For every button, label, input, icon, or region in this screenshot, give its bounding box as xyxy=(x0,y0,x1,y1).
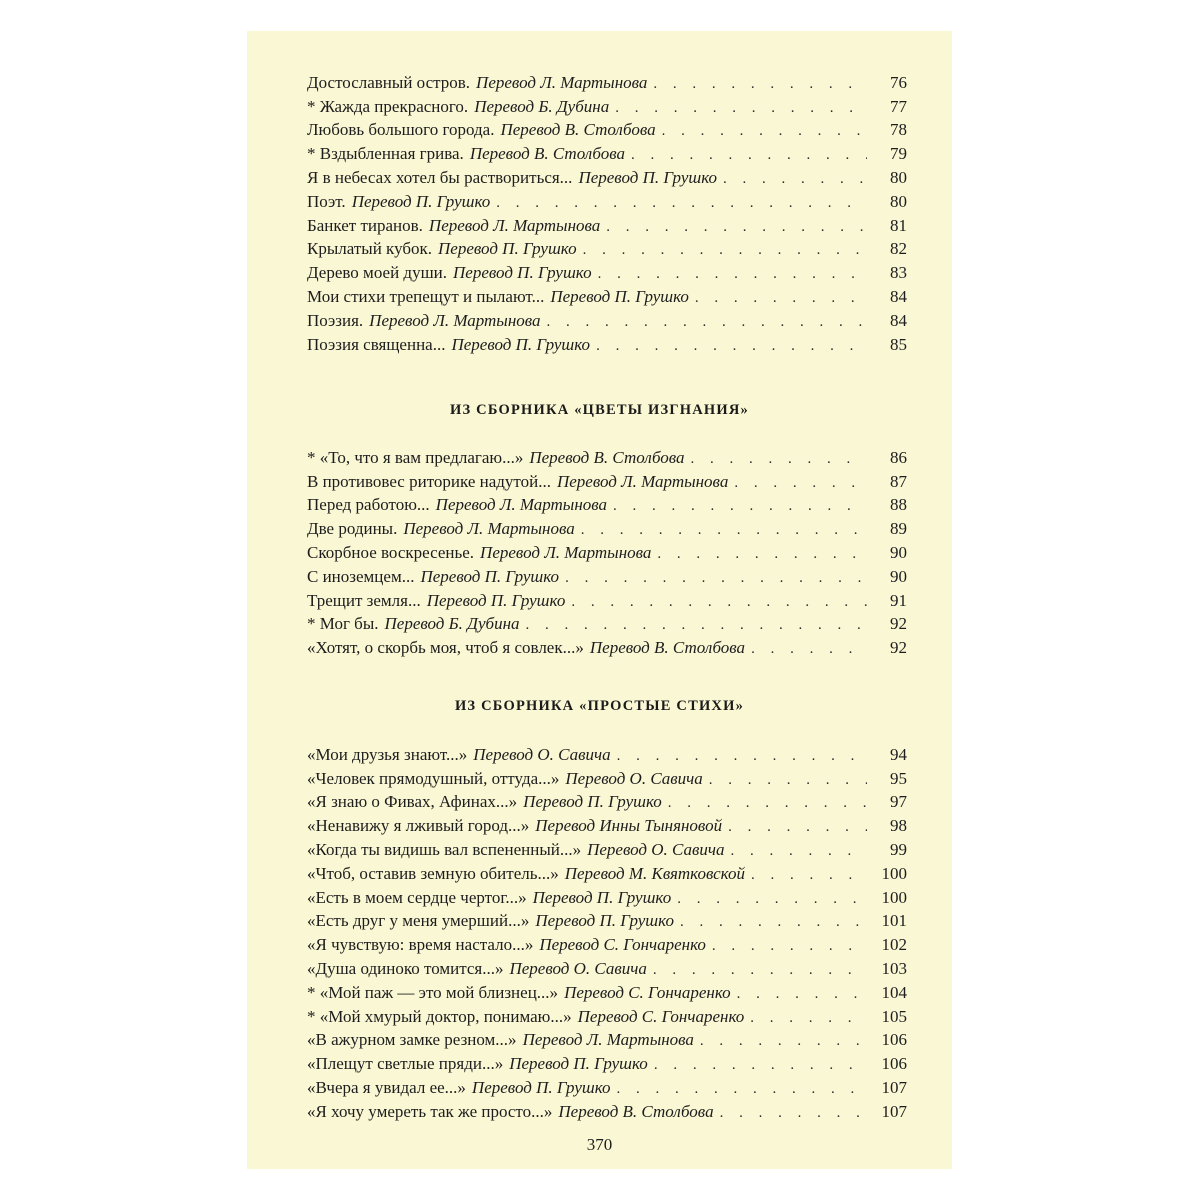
dot-leader xyxy=(617,1081,867,1098)
page-number: 370 xyxy=(586,1135,613,1154)
toc-entry xyxy=(307,979,907,1003)
entry-page-number: 100 xyxy=(881,863,907,883)
entry-title: «Есть в моем сердце чертог...» xyxy=(307,887,527,907)
section-heading-simple-verses: ИЗ СБОРНИКА «ПРОСТЫЕ СТИХИ» xyxy=(454,698,745,714)
entry-page-number: 94 xyxy=(890,744,907,764)
dot-leader xyxy=(496,195,867,212)
entry-title: * «То, что я вам предлагаю...» xyxy=(307,447,524,467)
entry-title: Я в небесах хотел бы раствориться... xyxy=(307,167,573,187)
entry-title: Дерево моей души. xyxy=(307,263,448,283)
entry-translator: Перевод С. Гончаренко xyxy=(539,935,706,955)
entry-translator: Перевод Л. Мартынова xyxy=(435,495,608,515)
toc-entry xyxy=(307,836,907,860)
toc-entry xyxy=(307,908,907,932)
toc-entry xyxy=(307,444,907,468)
entry-page-number: 90 xyxy=(890,542,907,562)
entry-title: «Когда ты видишь вал вспененный...» xyxy=(307,839,582,859)
dot-leader xyxy=(734,475,867,492)
toc-entry xyxy=(307,955,907,979)
entry-title: «Чтоб, оставив земную обитель...» xyxy=(307,863,559,883)
entry-translator: Перевод Л. Мартынова xyxy=(480,542,652,562)
toc-entry xyxy=(307,188,907,212)
dot-leader xyxy=(680,914,867,931)
toc-entry xyxy=(307,236,907,260)
entry-page-number: 88 xyxy=(890,495,907,515)
entry-translator: Перевод П. Грушко xyxy=(471,1077,611,1097)
entry-translator: Перевод П. Грушко xyxy=(451,334,591,354)
dot-leader xyxy=(662,123,867,140)
entry-translator: Перевод О. Савича xyxy=(587,839,725,859)
entry-page-number: 104 xyxy=(881,982,907,1002)
section-heading-flowers-of-exile: ИЗ СБОРНИКА «ЦВЕТЫ ИЗГНАНИЯ» xyxy=(449,402,749,418)
toc-entry xyxy=(307,212,907,236)
entry-translator: Перевод П. Грушко xyxy=(351,191,491,211)
toc-entry xyxy=(307,563,907,587)
entry-title: «Человек прямодушный, оттуда...» xyxy=(307,768,560,788)
entry-page-number: 99 xyxy=(890,839,907,859)
dot-leader xyxy=(654,1057,867,1074)
entry-title: Достославный остров. xyxy=(307,72,471,92)
toc-entry xyxy=(307,789,907,813)
entry-title: Крылатый кубок. xyxy=(307,239,433,259)
dot-leader xyxy=(657,546,867,563)
toc-entry xyxy=(307,812,907,836)
dot-leader xyxy=(565,570,867,587)
dot-leader xyxy=(728,819,867,836)
dot-leader xyxy=(653,76,867,93)
book-page xyxy=(247,31,952,1169)
dot-leader xyxy=(606,219,867,236)
toc-entry xyxy=(307,1074,907,1098)
dot-leader xyxy=(691,451,867,468)
dot-leader xyxy=(547,314,867,331)
toc-section-3 xyxy=(307,741,907,1122)
entry-translator: Перевод Л. Мартынова xyxy=(556,471,729,491)
entry-page-number: 78 xyxy=(890,120,907,140)
entry-title: «Есть друг у меня умерший...» xyxy=(307,911,530,931)
entry-page-number: 92 xyxy=(890,638,907,658)
dot-leader xyxy=(730,843,867,860)
entry-page-number: 81 xyxy=(890,215,907,235)
dot-leader xyxy=(526,617,867,634)
entry-translator: Перевод В. Столбова xyxy=(469,144,625,164)
toc-entry xyxy=(307,634,907,658)
toc-entry xyxy=(307,765,907,789)
dot-leader xyxy=(720,1105,867,1122)
entry-translator: Перевод П. Грушко xyxy=(535,911,674,931)
entry-translator: Перевод Л. Мартынова xyxy=(403,519,575,539)
entry-translator: Перевод П. Грушко xyxy=(523,792,662,812)
entry-page-number: 105 xyxy=(881,1006,907,1026)
dot-leader xyxy=(653,962,867,979)
toc-entry xyxy=(307,884,907,908)
entry-title: «Я знаю о Фивах, Афинах...» xyxy=(307,792,518,812)
entry-page-number: 84 xyxy=(890,310,907,330)
entry-page-number: 103 xyxy=(881,958,907,978)
dot-leader xyxy=(631,147,867,164)
toc-entry xyxy=(307,515,907,539)
toc-entry xyxy=(307,611,907,635)
entry-title: Поэзия священна... xyxy=(307,334,446,354)
entry-title: Скорбное воскресенье. xyxy=(307,542,475,562)
entry-title: «Душа одиноко томится...» xyxy=(307,958,504,978)
toc-entry xyxy=(307,1027,907,1051)
entry-page-number: 84 xyxy=(890,286,907,306)
entry-translator: Перевод С. Гончаренко xyxy=(564,982,731,1002)
entry-translator: Перевод П. Грушко xyxy=(438,239,577,259)
entry-title: Поэзия. xyxy=(307,310,364,330)
entry-title: «Хотят, о скорбь моя, чтоб я совлек...» xyxy=(307,638,584,658)
entry-page-number: 82 xyxy=(890,239,907,259)
entry-translator: Перевод П. Грушко xyxy=(578,167,718,187)
entry-translator: Перевод О. Савича xyxy=(473,744,611,764)
entry-title: * Вздыбленная грива. xyxy=(307,144,464,164)
entry-title: «Ненавижу я лживый город...» xyxy=(307,816,530,836)
entry-title: В противовес риторике надутой... xyxy=(307,471,551,491)
dot-leader xyxy=(723,171,867,188)
entry-page-number: 80 xyxy=(890,167,907,187)
entry-page-number: 102 xyxy=(881,935,907,955)
dot-leader xyxy=(583,242,867,259)
toc-entry xyxy=(307,1098,907,1122)
dot-leader xyxy=(751,641,867,658)
entry-page-number: 83 xyxy=(890,263,907,283)
entry-page-number: 90 xyxy=(890,566,907,586)
toc-entry xyxy=(307,93,907,117)
entry-page-number: 79 xyxy=(890,144,907,164)
toc-entry xyxy=(307,307,907,331)
entry-translator: Перевод В. Столбова xyxy=(558,1101,714,1121)
toc-entry xyxy=(307,259,907,283)
dot-leader xyxy=(571,594,867,611)
entry-page-number: 85 xyxy=(890,334,907,354)
entry-page-number: 95 xyxy=(890,768,907,788)
entry-title: «Мои друзья знают...» xyxy=(307,744,468,764)
entry-page-number: 107 xyxy=(881,1077,907,1097)
entry-title: * Жажда прекрасного. xyxy=(307,96,469,116)
entry-translator: Перевод В. Столбова xyxy=(500,120,656,140)
entry-translator: Перевод П. Грушко xyxy=(453,263,592,283)
entry-title: Мои стихи трепещут и пылают... xyxy=(307,286,545,306)
dot-leader xyxy=(615,100,867,117)
entry-page-number: 86 xyxy=(890,447,907,467)
entry-page-number: 91 xyxy=(890,590,907,610)
toc-entry xyxy=(307,140,907,164)
toc-entry xyxy=(307,1003,907,1027)
entry-title: * «Мой хмурый доктор, понимаю...» xyxy=(307,1006,572,1026)
entry-page-number: 80 xyxy=(890,191,907,211)
entry-title: «В ажурном замке резном...» xyxy=(307,1030,517,1050)
entry-page-number: 87 xyxy=(890,471,907,491)
toc-entry xyxy=(307,931,907,955)
entry-title: Любовь большого города. xyxy=(307,120,495,140)
entry-translator: Перевод Л. Мартынова xyxy=(369,310,541,330)
dot-leader xyxy=(737,986,867,1003)
dot-leader xyxy=(712,938,867,955)
toc-entry xyxy=(307,1050,907,1074)
dot-leader xyxy=(581,522,867,539)
entry-page-number: 107 xyxy=(881,1101,907,1121)
entry-translator: Перевод П. Грушко xyxy=(420,566,560,586)
entry-page-number: 100 xyxy=(881,887,907,907)
dot-leader xyxy=(598,266,867,283)
toc-entry xyxy=(307,69,907,93)
entry-title: Перед работою... xyxy=(307,495,430,515)
entry-page-number: 101 xyxy=(881,911,907,931)
dot-leader xyxy=(695,290,867,307)
dot-leader xyxy=(750,1010,867,1027)
dot-leader xyxy=(617,748,867,765)
entry-page-number: 76 xyxy=(890,72,907,92)
entry-translator: Перевод Б. Дубина xyxy=(474,96,610,116)
entry-page-number: 106 xyxy=(881,1030,907,1050)
dot-leader xyxy=(700,1033,867,1050)
dot-leader xyxy=(668,795,867,812)
toc-entry xyxy=(307,164,907,188)
toc-entry xyxy=(307,741,907,765)
entry-title: «Я чувствую: время настало...» xyxy=(307,935,534,955)
entry-page-number: 77 xyxy=(890,96,907,116)
entry-translator: Перевод Инны Тыняновой xyxy=(535,816,723,836)
entry-page-number: 98 xyxy=(890,816,907,836)
dot-leader xyxy=(709,772,867,789)
entry-translator: Перевод П. Грушко xyxy=(550,286,689,306)
entry-page-number: 106 xyxy=(881,1054,907,1074)
dot-leader xyxy=(677,891,867,908)
entry-title: «Я хочу умереть так же просто...» xyxy=(307,1101,553,1121)
entry-translator: Перевод С. Гончаренко xyxy=(577,1006,745,1026)
entry-translator: Перевод О. Савича xyxy=(509,958,647,978)
entry-title: С иноземцем... xyxy=(307,566,415,586)
entry-translator: Перевод П. Грушко xyxy=(509,1054,648,1074)
entry-title: * Мог бы. xyxy=(307,614,379,634)
toc-entry xyxy=(307,860,907,884)
entry-title: Поэт. xyxy=(307,191,346,211)
entry-title: «Плещут светлые пряди...» xyxy=(307,1054,504,1074)
entry-page-number: 89 xyxy=(890,519,907,539)
toc-entry xyxy=(307,587,907,611)
entry-translator: Перевод П. Грушко xyxy=(426,590,566,610)
entry-translator: Перевод Б. Дубина xyxy=(384,614,520,634)
entry-translator: Перевод Л. Мартынова xyxy=(428,215,601,235)
toc-section-2 xyxy=(307,444,907,658)
entry-translator: Перевод П. Грушко xyxy=(532,887,672,907)
dot-leader xyxy=(596,338,867,355)
entry-translator: Перевод В. Столбова xyxy=(589,638,746,658)
entry-title: Две родины. xyxy=(307,519,398,539)
toc-entry xyxy=(307,539,907,563)
entry-translator: Перевод Л. Мартынова xyxy=(476,72,648,92)
entry-page-number: 97 xyxy=(890,792,907,812)
entry-translator: Перевод Л. Мартынова xyxy=(522,1030,694,1050)
toc-entry xyxy=(307,331,907,355)
toc-entry xyxy=(307,283,907,307)
dot-leader xyxy=(613,498,867,515)
toc-entry xyxy=(307,468,907,492)
entry-translator: Перевод О. Савича xyxy=(565,768,703,788)
toc-section-1 xyxy=(307,69,907,355)
entry-title: * «Мой паж — это мой близнец...» xyxy=(307,982,559,1002)
entry-title: Банкет тиранов. xyxy=(307,215,423,235)
entry-translator: Перевод М. Квятковской xyxy=(564,863,745,883)
entry-title: «Вчера я увидал ее...» xyxy=(307,1077,466,1097)
toc-entry xyxy=(307,492,907,516)
toc-entry xyxy=(307,117,907,141)
dot-leader xyxy=(751,867,867,884)
entry-page-number: 92 xyxy=(890,614,907,634)
entry-title: Трещит земля... xyxy=(307,590,421,610)
entry-translator: Перевод В. Столбова xyxy=(529,447,685,467)
